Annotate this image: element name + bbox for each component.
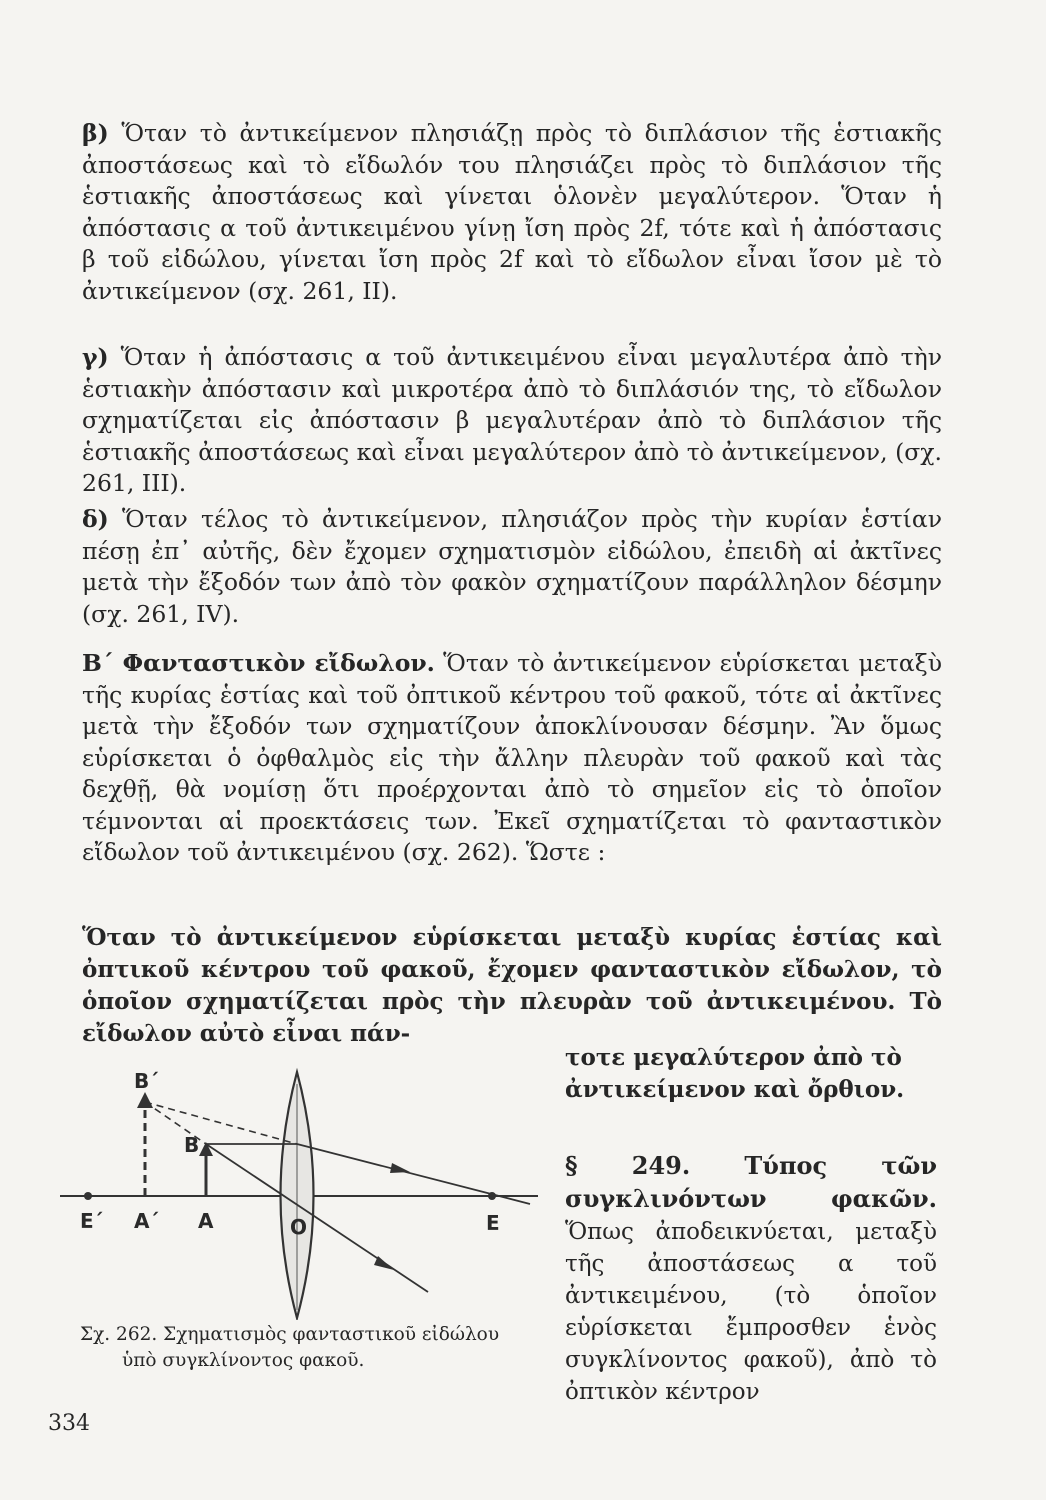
paragraph-beta [82,118,942,307]
paragraph-delta-text: Ὅταν τέλος τὸ ἀντικείμενον, πλησιάζον πρὸς τὴν κυρίαν ἑστίαν πέσῃ ἐπ᾽ αὐτῆς, δὲν ἔχομεν σχηματισμὸν εἰδώλου, ἐπειδὴ αἱ ἀκτῖνες μετὰ τὴν ἔξοδόν των ἀπὸ τὸν φακὸν σχηματίζουν παράλληλον δέσμην (σχ. 261, IV). [82,505,942,628]
paragraph-delta-label: δ) [82,505,109,533]
rule-statement-tail: τοτε μεγαλύτερον ἀπὸ τὸ ἀντικείμενον καὶ ὄρθιον. [565,1044,905,1103]
paragraph-virtual-image [82,648,942,869]
figure-262-caption [80,1322,550,1374]
label-b-prime: Β΄ [134,1069,159,1093]
paragraph-beta-label: β) [82,119,109,147]
paragraph-gamma [82,342,942,500]
caption-line-1: Σχ. 262. Σχηματισμὸς φανταστικοῦ εἰδώλου [80,1324,500,1345]
label-a-prime: Α΄ [134,1209,159,1233]
label-b: Β [184,1133,200,1157]
caption-line-2: ὑπὸ συγκλίνοντος φακοῦ. [122,1350,365,1371]
extension-dashed-1 [145,1102,297,1144]
focus-right-point [488,1192,496,1200]
rule-statement: Ὅταν τὸ ἀντικείμενον εὑρίσκεται μεταξὺ κυρίας ἑστίας καὶ ὀπτικοῦ κέντρου τοῦ φακοῦ, ἔχομεν φανταστικὸν εἴδωλον, τὸ ὁποῖον σχηματίζεται πρὸς τὴν πλευρὰν τοῦ ἀντικειμένου. Τὸ εἴδωλον αὐτὸ εἶναι πάν- [82,924,942,1047]
section-249 [565,1150,937,1408]
focus-left-point [84,1192,92,1200]
section-249-title: § 249. Τύπος τῶν συγκλινόντων φακῶν. [565,1151,937,1213]
paragraph-delta [82,504,942,630]
label-o: Ο [290,1215,308,1239]
label-a: Α [198,1209,214,1233]
paragraph-gamma-text: Ὅταν ἡ ἀπόστασις α τοῦ ἀντικειμένου εἶναι μεγαλυτέρα ἀπὸ τὴν ἑστιακὴν ἀπόστασιν καὶ μικροτέρα ἀπὸ τὸ διπλάσιόν της, τὸ εἴδωλον σχηματίζεται εἰς ἀπόστασιν β μεγαλυτέραν ἀπὸ τὸ διπλάσιον τῆς ἑστιακῆς ἀποστάσεως καὶ εἶναι μεγαλύτερον ἀπὸ τὸ ἀντικείμενον, (σχ. 261, III). [82,343,942,497]
section-249-text: Ὅπως ἀποδεικνύεται, μεταξὺ τῆς ἀποστάσεως α τοῦ ἀντικειμένου, (τὸ ὁποῖον εὑρίσκεται ἔμπροσθεν ἑνὸς συγκλίνοντος φακοῦ), ἀπὸ τὸ ὀπτικὸν κέντρον [565,1219,937,1405]
paragraph-virtual-image-label: Β΄ Φανταστικὸν εἴδωλον. [82,649,435,677]
paragraph-beta-text: Ὅταν τὸ ἀντικείμενον πλησιάζῃ πρὸς τὸ διπλάσιον τῆς ἑστιακῆς ἀποστάσεως καὶ τὸ εἴδωλόν του πλησιάζει πρὸς τὸ διπλάσιον τῆς ἑστιακῆς ἀποστάσεως καὶ γίνεται ὁλονὲν μεγαλύτερον. Ὅταν ἡ ἀπόστασις α τοῦ ἀντικειμένου γίνῃ ἴση πρὸς 2f, τότε καὶ ἡ ἀπόστασις β τοῦ εἰδώλου, γίνεται ἴση πρὸς 2f καὶ τὸ εἴδωλον εἶναι ἴσον μὲ τὸ ἀντικείμενον (σχ. 261, II). [82,119,942,305]
paragraph-virtual-image-text: Ὅταν τὸ ἀντικείμενον εὑρίσκεται μεταξὺ τῆς κυρίας ἑστίας καὶ τοῦ ὀπτικοῦ κέντρου τοῦ φακοῦ, τότε αἱ ἀκτῖνες μετὰ τὴν ἔξοδόν των σχηματίζουν ἀποκλίνουσαν δέσμην. Ἂν ὅμως εὑρίσκεται ὁ ὀφθαλμὸς εἰς τὴν ἄλλην πλευρὰν τοῦ φακοῦ καὶ τὰς δεχθῇ, θὰ νομίσῃ ὅτι προέρχονται ἀπὸ τὸ σημεῖον εἰς τὸ ὁποῖον τέμνονται αἱ προεκτάσεις των. Ἐκεῖ σχηματίζεται τὸ φανταστικὸν εἴδωλον τοῦ ἀντικειμένου (σχ. 262). Ὥστε : [82,649,942,866]
page-number: 334 [48,1411,90,1436]
paragraph-gamma-label: γ) [82,343,109,371]
label-e-prime: Ε΄ [80,1209,103,1233]
ray-refracted-arrow [390,1163,410,1173]
label-e: Ε [486,1211,500,1235]
figure-262-diagram [60,1060,550,1320]
